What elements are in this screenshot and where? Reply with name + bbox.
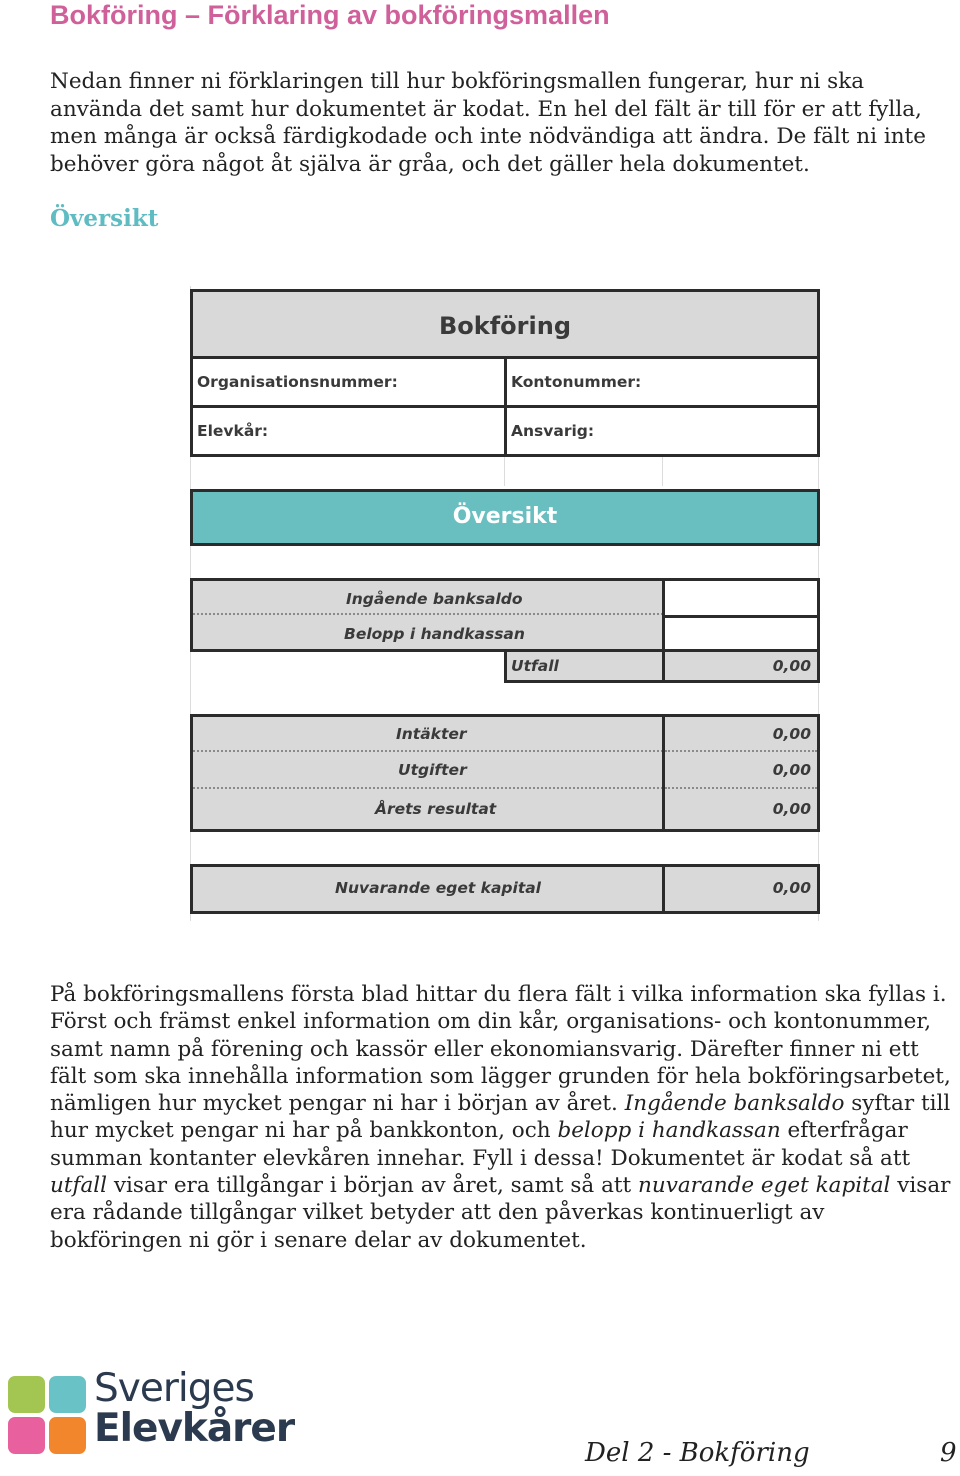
sheet-title-cell: [190, 289, 820, 359]
kapital-value-cell: [662, 864, 820, 914]
dotted-divider: [193, 613, 663, 615]
dotted-divider: [665, 750, 817, 752]
logo-word-sveriges: Sveriges: [94, 1366, 254, 1411]
grid-line: [662, 456, 663, 486]
arets-resultat-value: 0,00: [772, 800, 811, 818]
intakter-label: Intäkter: [396, 725, 467, 743]
utfall-value-cell: [662, 649, 820, 683]
logo-square-teal: [49, 1376, 86, 1413]
logo-square-pink: [8, 1417, 45, 1454]
logo-word-elevkarer: Elevkårer: [94, 1406, 295, 1451]
spreadsheet-screenshot: [186, 286, 826, 921]
page-number: 9: [940, 1438, 957, 1468]
ansvarig-label: Ansvarig:: [511, 422, 595, 440]
logo-square-green: [8, 1376, 45, 1413]
emphasis-ingaende: Ingående banksaldo: [624, 1091, 845, 1117]
logo-square-orange: [49, 1417, 86, 1454]
resultat-label-cell: [190, 714, 665, 832]
account-number-cell[interactable]: [504, 356, 820, 408]
grid-line: [504, 456, 505, 486]
footer-section-label: Del 2 - Bokföring: [585, 1438, 810, 1468]
page-heading: Bokföring – Förklaring av bokföringsmallen: [50, 0, 610, 30]
ingaende-banksaldo-input[interactable]: [662, 578, 820, 618]
sheet-title: Bokföring: [439, 312, 571, 340]
arets-resultat-label: Årets resultat: [375, 800, 497, 818]
emphasis-kapital: nuvarande eget kapital: [638, 1173, 891, 1199]
elevkar-cell[interactable]: [190, 405, 507, 457]
org-number-label: Organisationsnummer:: [197, 373, 398, 391]
body-paragraph: På bokföringsmallens första blad hittar du flera fält i vilka information ska fyllas i. Först och främst enkel information om din kår, organisations- och kontonummer, samt namn på förening och kassör eller ekonomiansvarig. Därefter finner ni ett fält som ska innehålla information som lägger grunden för hela bokföringsarbetet, nämligen hur mycket pengar ni har i början av året. Ingående banksaldo syftar till hur mycket pengar ni har på bankkonton, och belopp i handkassan efterfrågar summan kontanter elevkåren innehar. Fyll i dessa! Dokumentet är kodat så att utfall visar era tillgångar i början av året, samt så att nuvarande eget kapital visar era rådande tillgångar vilket betyder att den påverkas kontinuerligt av bokföringen ni gör i senare delar av dokumentet.: [50, 982, 951, 1253]
belopp-handkassan-input[interactable]: [662, 615, 820, 652]
ansvarig-cell[interactable]: [504, 405, 820, 457]
oversikt-header-label: Översikt: [452, 504, 558, 529]
utgifter-value: 0,00: [772, 761, 811, 779]
utfall-label: Utfall: [511, 657, 559, 675]
dotted-divider: [193, 787, 663, 789]
belopp-handkassan-label: Belopp i handkassan: [344, 625, 525, 643]
elevkar-label: Elevkår:: [197, 422, 269, 440]
account-number-label: Kontonummer:: [511, 373, 642, 391]
org-number-cell[interactable]: [190, 356, 507, 408]
kapital-label-cell: [190, 864, 665, 914]
utfall-value: 0,00: [772, 657, 811, 675]
intakter-value: 0,00: [772, 725, 811, 743]
sveriges-elevkarer-logo: [8, 1366, 295, 1462]
ingaende-belopp-label-cell: [190, 578, 665, 652]
utfall-label-cell: [504, 649, 665, 683]
oversikt-header-cell: [190, 489, 820, 546]
ingaende-banksaldo-label: Ingående banksaldo: [346, 590, 523, 608]
utgifter-label: Utgifter: [398, 761, 467, 779]
intro-paragraph: Nedan finner ni förklaringen till hur bokföringsmallen fungerar, hur ni ska använda det samt hur dokumentet är kodat. En hel del fält är till för er att fylla, men många är också färdigkodade och inte nödvändiga att ändra. De fält ni inte behöver göra något åt själva är gråa, och det gäller hela dokumentet.: [50, 69, 926, 177]
resultat-value-cell: [662, 714, 820, 832]
dotted-divider: [193, 750, 663, 752]
section-heading-oversikt: Översikt: [50, 205, 159, 232]
nuvarande-eget-kapital-label: Nuvarande eget kapital: [335, 879, 541, 897]
emphasis-belopp: belopp i handkassan: [557, 1118, 781, 1144]
dotted-divider: [665, 787, 817, 789]
nuvarande-eget-kapital-value: 0,00: [772, 879, 811, 897]
emphasis-utfall: utfall: [50, 1173, 108, 1199]
